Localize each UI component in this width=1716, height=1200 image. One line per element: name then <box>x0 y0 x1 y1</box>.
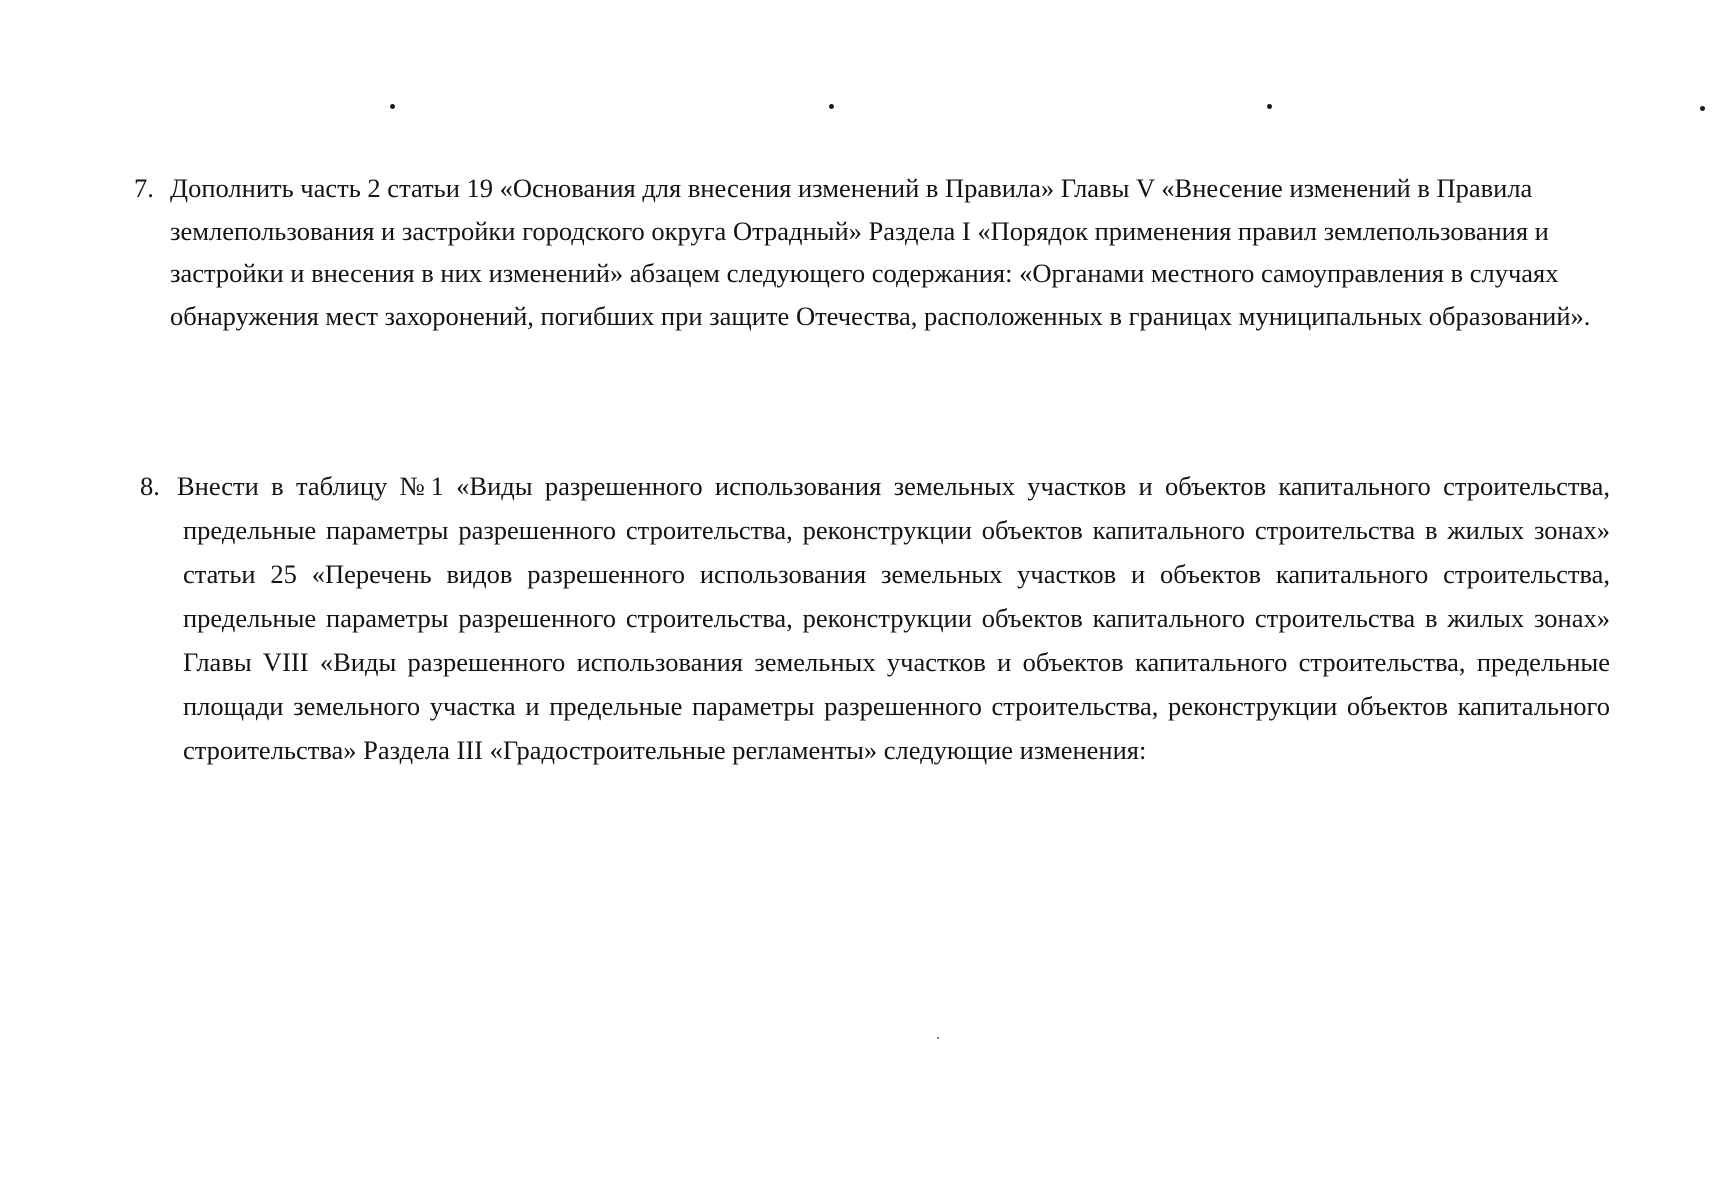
list-item-number: 7. <box>134 173 154 203</box>
scan-speck <box>829 104 834 109</box>
scan-speck <box>1700 106 1705 111</box>
scan-speck <box>1267 104 1272 109</box>
list-item-text: Дополнить часть 2 статьи 19 «Основания для внесения изменений в Правила» Главы V «Внесение изменений в Правила землепользования и застройки городского округа Отрадный» Раздела I «Порядок применения правил землепользования и застройки и внесения в них изменений» абзацем следующего содержания: «Органами местного самоуправления в случаях обнаружения мест захоронений, погибших при защите Отечества, расположенных в границах муниципальных образований». <box>170 173 1591 331</box>
list-item-number: 8. <box>140 471 160 501</box>
scan-speck <box>937 1037 939 1039</box>
list-item-text: Внести в таблицу №1 «Виды разрешенного использования земельных участков и объектов капитального строительства, предельные параметры разрешенного строительства, реконструкции объектов капитального строительства в жилых зонах» статьи 25 «Перечень видов разрешенного использования земельных участков и объектов капитального строительства, предельные параметры разрешенного строительства, реконструкции объектов капитального строительства в жилых зонах» Главы VIII «Виды разрешенного использования земельных участков и объектов капитального строительства, предельные площади земельного участка и предельные параметры разрешенного строительства, реконструкции объектов капитального строительства» Раздела III «Градостроительные регламенты» следующие изменения: <box>177 471 1610 765</box>
scan-speck <box>390 104 395 109</box>
